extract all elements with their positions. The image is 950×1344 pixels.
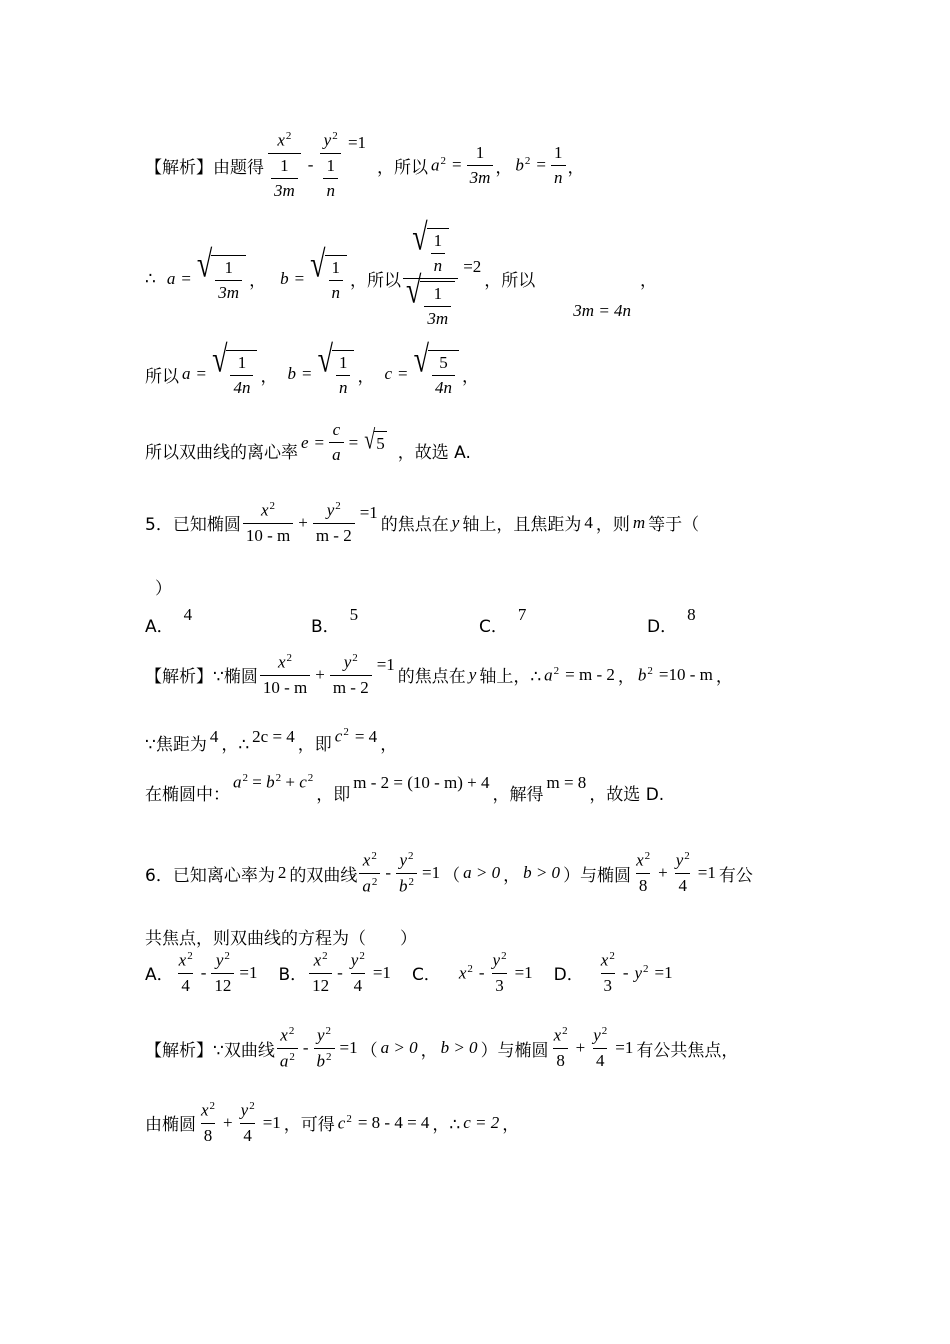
option-a[interactable]: A． $\frac{x^2}{4}$ - $\frac{y^2}{12}$ =1 — [145, 950, 258, 995]
option-c[interactable]: C．7 — [479, 605, 527, 637]
question-6-line-2: 共焦点，则双曲线的方程为（ ） — [145, 929, 417, 949]
solution-6-line-1: 【解析】 ∵双曲线 $\frac{x^2}{a^2}$ - $\frac{y^2}{b^2}$ =1 （ a > 0 ， b > 0 ）与椭圆 $\frac{x^2}{8}$ + $\frac{y^2}{4}$ =1 有公共焦点， — [145, 1025, 739, 1071]
fraction: $\frac{y^2}{\frac{1}{n}}$ — [318, 130, 343, 201]
solution-4-line-1: 【解析】 由题得 $\frac{x^2}{\frac{1}{3m}}$ - $\frac{y^2}{\frac{1}{n}}$ =1 ，所以 $a^2$ = $\frac{1}{3m}$ ， $b^2$ = $\frac{1}{n}$ ， — [145, 130, 585, 200]
question-6-options — [145, 950, 676, 996]
solution-4-line-3: 所以 a = √ $\frac{1}{4n}$ ， b = √ $\frac{1}{n}$ ， c = √ $\frac{5}{4n}$ ， — [145, 338, 479, 397]
text: 由题得 — [213, 157, 264, 178]
solution-5-line-1: 【解析】 ∵椭圆 $\frac{x^2}{10 - m}$ + $\frac{y^2}{m - 2}$ =1 的焦点在 y 轴上，∴ $a^2$ = m - 2 ， $b^2$ =10 - m ， — [145, 652, 733, 697]
solution-6-line-2: 由椭圆 $\frac{x^2}{8}$ + $\frac{y^2}{4}$ =1 ，可得 $c^2$ = 8 - 4 = 4 ，∴ c = 2 ， — [145, 1100, 520, 1145]
solution-5-line-3: 在椭圆中： $a^2 = b^2 + c^2$ ，即 m - 2 = (10 - m) + 4 ，解得 m = 8 ，故选 D. — [145, 772, 665, 805]
solution-5-line-2: ∵焦距为 4 ，∴ 2c = 4 ，即 $c^2$ = 4 ， — [145, 726, 398, 755]
fraction: $\frac{x^2}{\frac{1}{3m}}$ — [266, 130, 303, 201]
option-c[interactable]: C． $x^2$ - $\frac{y^2}{3}$ =1 — [411, 950, 533, 995]
option-b[interactable]: B．5 — [311, 605, 359, 637]
option-d[interactable]: D． $\frac{x^2}{3}$ - $y^2$ =1 — [553, 950, 673, 995]
question-5-close: ） — [155, 579, 172, 599]
option-a[interactable]: A．4 — [145, 605, 193, 637]
question-5: 5．已知椭圆 $\frac{x^2}{10 - m}$ + $\frac{y^2}{m - 2}$ =1 的焦点在 y 轴上，且焦距为 4 ，则 m 等于（ — [145, 500, 700, 545]
analysis-tag: 【解析】 — [145, 157, 213, 178]
option-d[interactable]: D．8 — [647, 605, 696, 637]
question-6: 6．已知离心率为 2 的双曲线 $\frac{x^2}{a^2}$ - $\frac{y^2}{b^2}$ =1 （ a > 0 ， b > 0 ）与椭圆 $\frac{x^2}{8}$ + $\frac{y^2}{4}$ =1 有公 — [145, 850, 753, 896]
option-b[interactable]: B． $\frac{x^2}{12}$ - $\frac{y^2}{4}$ =1 — [278, 950, 391, 995]
solution-4-line-2: ∴ a = √ $\frac{1}{3m}$ ， b = √ $\frac{1}{n}$ ，所以 √ $\frac{1}{n}$ √ $\frac{1}{3m}$ =2 ，所以 3m = 4n ， — [145, 216, 658, 328]
solution-4-line-4: 所以双曲线的离心率 e = $\frac{c}{a}$ = √ 5 ，故选 A. — [145, 420, 471, 464]
